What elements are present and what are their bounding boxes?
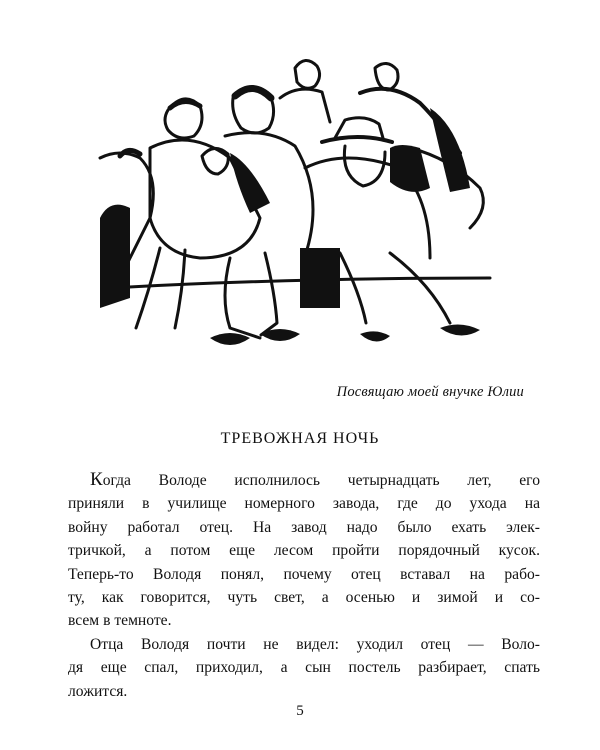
paragraph-1 <box>68 468 540 633</box>
text-line: ту, как говорится, чуть свет, а осенью и зимой и со- <box>68 589 540 607</box>
text-line: Когда Володе исполнилось четырнадцать лет, его <box>90 469 540 490</box>
chapter-title: ТРЕВОЖНАЯ НОЧЬ <box>220 430 380 447</box>
text-line: дя еще спал, приходил, а сын постель разбирает, спать <box>68 659 540 677</box>
page-number: 5 <box>296 703 304 719</box>
text-line: тричкой, а потом еще лесом пройти порядочный кусок. <box>68 542 540 560</box>
text-line: Отца Володя почти не видел: уходил отец — Воло- <box>90 635 540 653</box>
paragraph-2 <box>68 633 540 703</box>
text-line: всем в темноте. <box>68 612 172 630</box>
initial-letter: К <box>90 469 103 490</box>
text-line: приняли в училище номерного завода, где до ухода на <box>68 495 540 513</box>
text-line: Теперь-то Володя понял, почему отец вставал на рабо- <box>68 565 540 583</box>
text-line: ложится. <box>68 682 128 700</box>
dedication: Посвящаю моей внучке Юлии <box>336 384 524 400</box>
ink-illustration-people-waiting <box>90 38 510 358</box>
chapter-text <box>68 468 540 703</box>
text-line: войну работал отец. На завод надо было ехать элек- <box>68 518 540 536</box>
